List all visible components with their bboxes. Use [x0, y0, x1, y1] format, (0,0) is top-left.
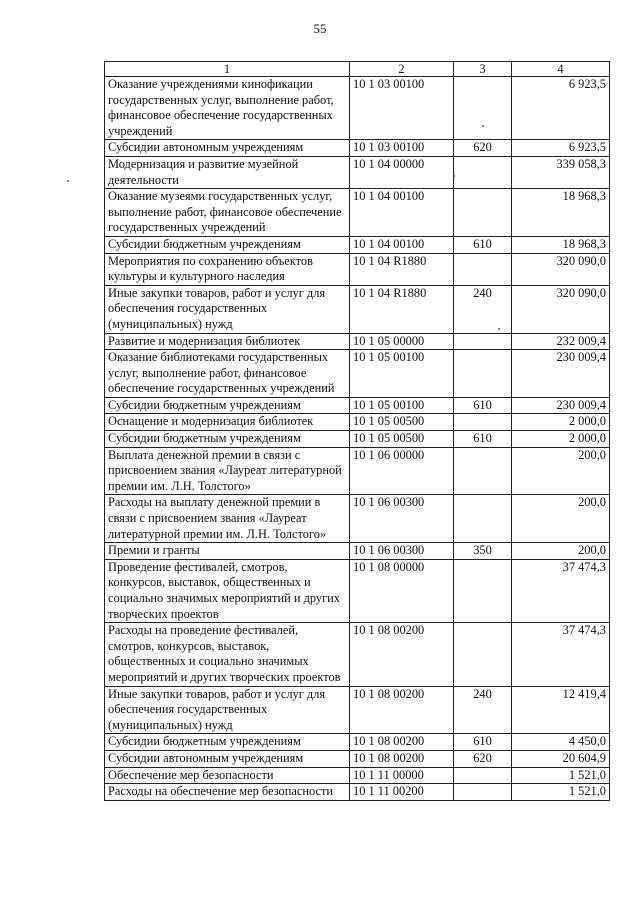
table-row: [105, 253, 610, 285]
row-type-cell: [454, 253, 512, 285]
row-code-cell: 10 1 04 R1880: [350, 285, 454, 333]
row-sum-cell: 37 474,3: [512, 559, 610, 622]
row-code-cell: 10 1 04 00100: [350, 189, 454, 237]
row-type-cell: 350: [454, 543, 512, 560]
scan-speck: [482, 125, 484, 127]
row-type-cell: 610: [454, 734, 512, 751]
row-type-cell: 620: [454, 140, 512, 157]
row-name-cell: Модернизация и развитие музейной деятельности: [105, 156, 350, 188]
row-name-cell: Расходы на обеспечение мер безопасности: [105, 784, 350, 801]
row-name-cell: Иные закупки товаров, работ и услуг для обеспечения государственных (муниципальных) нужд: [105, 285, 350, 333]
row-sum-cell: 18 968,3: [512, 189, 610, 237]
table-row: [105, 495, 610, 543]
row-sum-cell: 20 604,9: [512, 750, 610, 767]
row-sum-cell: 37 474,3: [512, 623, 610, 686]
table-row: [105, 784, 610, 801]
row-name-cell: Субсидии бюджетным учреждениям: [105, 236, 350, 253]
table-row: [105, 77, 610, 140]
row-sum-cell: 12 419,4: [512, 686, 610, 734]
row-name-cell: Субсидии бюджетным учреждениям: [105, 431, 350, 448]
page-number: 55: [313, 21, 327, 36]
column-header: 3: [454, 62, 512, 77]
row-type-cell: [454, 447, 512, 495]
column-header: 2: [350, 62, 454, 77]
row-type-cell: 610: [454, 236, 512, 253]
row-type-cell: [454, 156, 512, 188]
table-row: [105, 734, 610, 751]
row-sum-cell: 339 058,3: [512, 156, 610, 188]
row-sum-cell: 2 000,0: [512, 431, 610, 448]
row-code-cell: 10 1 03 00100: [350, 140, 454, 157]
row-name-cell: Выплата денежной премии в связи с присвоением звания «Лауреат литературной премии им. Л.Н. Толстого»: [105, 447, 350, 495]
row-type-cell: [454, 559, 512, 622]
row-name-cell: Премии и гранты: [105, 543, 350, 560]
row-sum-cell: 6 923,5: [512, 77, 610, 140]
row-code-cell: 10 1 05 00100: [350, 397, 454, 414]
row-code-cell: 10 1 11 00000: [350, 767, 454, 784]
row-name-cell: Субсидии бюджетным учреждениям: [105, 734, 350, 751]
table-row: [105, 431, 610, 448]
row-name-cell: Развитие и модернизация библиотек: [105, 333, 350, 350]
row-name-cell: Расходы на проведение фестивалей, смотров, конкурсов, выставок, общественных и социально значимых мероприятий и других творческих проектов: [105, 623, 350, 686]
row-code-cell: 10 1 08 00200: [350, 734, 454, 751]
row-code-cell: 10 1 04 00000: [350, 156, 454, 188]
row-sum-cell: 1 521,0: [512, 784, 610, 801]
row-sum-cell: 2 000,0: [512, 414, 610, 431]
row-code-cell: 10 1 05 00500: [350, 414, 454, 431]
row-code-cell: 10 1 05 00000: [350, 333, 454, 350]
row-type-cell: 240: [454, 686, 512, 734]
row-type-cell: [454, 189, 512, 237]
row-name-cell: Оказание библиотеками государственных услуг, выполнение работ, финансовое обеспечение государственных учреждений: [105, 350, 350, 398]
column-header: 4: [512, 62, 610, 77]
row-name-cell: Иные закупки товаров, работ и услуг для обеспечения государственных (муниципальных) нужд: [105, 686, 350, 734]
row-type-cell: [454, 767, 512, 784]
row-name-cell: Оснащение и модернизация библиотек: [105, 414, 350, 431]
row-code-cell: 10 1 06 00300: [350, 543, 454, 560]
table-row: [105, 767, 610, 784]
row-sum-cell: 200,0: [512, 495, 610, 543]
row-name-cell: Мероприятия по сохранению объектов культуры и культурного наследия: [105, 253, 350, 285]
row-code-cell: 10 1 05 00100: [350, 350, 454, 398]
row-code-cell: 10 1 03 00100: [350, 77, 454, 140]
row-name-cell: Субсидии автономным учреждениям: [105, 140, 350, 157]
row-code-cell: 10 1 08 00000: [350, 559, 454, 622]
row-type-cell: [454, 333, 512, 350]
row-code-cell: 10 1 04 00100: [350, 236, 454, 253]
table-row: [105, 686, 610, 734]
row-sum-cell: 200,0: [512, 447, 610, 495]
scan-speck: [498, 328, 500, 330]
row-name-cell: Субсидии бюджетным учреждениям: [105, 397, 350, 414]
scan-speck: [453, 175, 455, 177]
row-sum-cell: 4 450,0: [512, 734, 610, 751]
row-code-cell: 10 1 05 00500: [350, 431, 454, 448]
table-row: [105, 140, 610, 157]
row-type-cell: [454, 623, 512, 686]
row-type-cell: [454, 784, 512, 801]
row-sum-cell: 6 923,5: [512, 140, 610, 157]
row-name-cell: Обеспечение мер безопасности: [105, 767, 350, 784]
row-sum-cell: 18 968,3: [512, 236, 610, 253]
row-code-cell: 10 1 08 00200: [350, 750, 454, 767]
row-sum-cell: 232 009,4: [512, 333, 610, 350]
row-sum-cell: 230 009,4: [512, 350, 610, 398]
table-row: [105, 397, 610, 414]
table-row: [105, 750, 610, 767]
table-row: [105, 623, 610, 686]
table-row: [105, 333, 610, 350]
table-row: [105, 156, 610, 188]
table-row: [105, 414, 610, 431]
row-type-cell: 610: [454, 397, 512, 414]
table-row: [105, 543, 610, 560]
column-header: 1: [105, 62, 350, 77]
row-type-cell: 240: [454, 285, 512, 333]
row-type-cell: [454, 350, 512, 398]
row-name-cell: Оказание музеями государственных услуг, выполнение работ, финансовое обеспечение государственных учреждений: [105, 189, 350, 237]
scan-speck: [67, 180, 69, 182]
row-sum-cell: 1 521,0: [512, 767, 610, 784]
row-code-cell: 10 1 08 00200: [350, 686, 454, 734]
row-code-cell: 10 1 04 R1880: [350, 253, 454, 285]
row-code-cell: 10 1 08 00200: [350, 623, 454, 686]
table-row: [105, 350, 610, 398]
table-row: [105, 285, 610, 333]
row-sum-cell: 200,0: [512, 543, 610, 560]
row-name-cell: Расходы на выплату денежной премии в связи с присвоением звания «Лауреат литературной премии им. Л.Н. Толстого»: [105, 495, 350, 543]
row-name-cell: Субсидии автономным учреждениям: [105, 750, 350, 767]
table-row: [105, 447, 610, 495]
row-code-cell: 10 1 06 00300: [350, 495, 454, 543]
row-sum-cell: 320 090,0: [512, 285, 610, 333]
row-type-cell: [454, 414, 512, 431]
row-name-cell: Проведение фестивалей, смотров, конкурсов, выставок, общественных и социально значимых мероприятий и других творческих проектов: [105, 559, 350, 622]
row-name-cell: Оказание учреждениями кинофикации государственных услуг, выполнение работ, финансовое обеспечение государственных учреждений: [105, 77, 350, 140]
table-row: [105, 236, 610, 253]
table-row: [105, 189, 610, 237]
row-type-cell: 610: [454, 431, 512, 448]
row-type-cell: [454, 495, 512, 543]
row-type-cell: 620: [454, 750, 512, 767]
budget-table: [104, 61, 610, 801]
table-header-row: [105, 62, 610, 77]
row-sum-cell: 230 009,4: [512, 397, 610, 414]
row-type-cell: [454, 77, 512, 140]
row-code-cell: 10 1 11 00200: [350, 784, 454, 801]
table-row: [105, 559, 610, 622]
row-code-cell: 10 1 06 00000: [350, 447, 454, 495]
row-sum-cell: 320 090,0: [512, 253, 610, 285]
